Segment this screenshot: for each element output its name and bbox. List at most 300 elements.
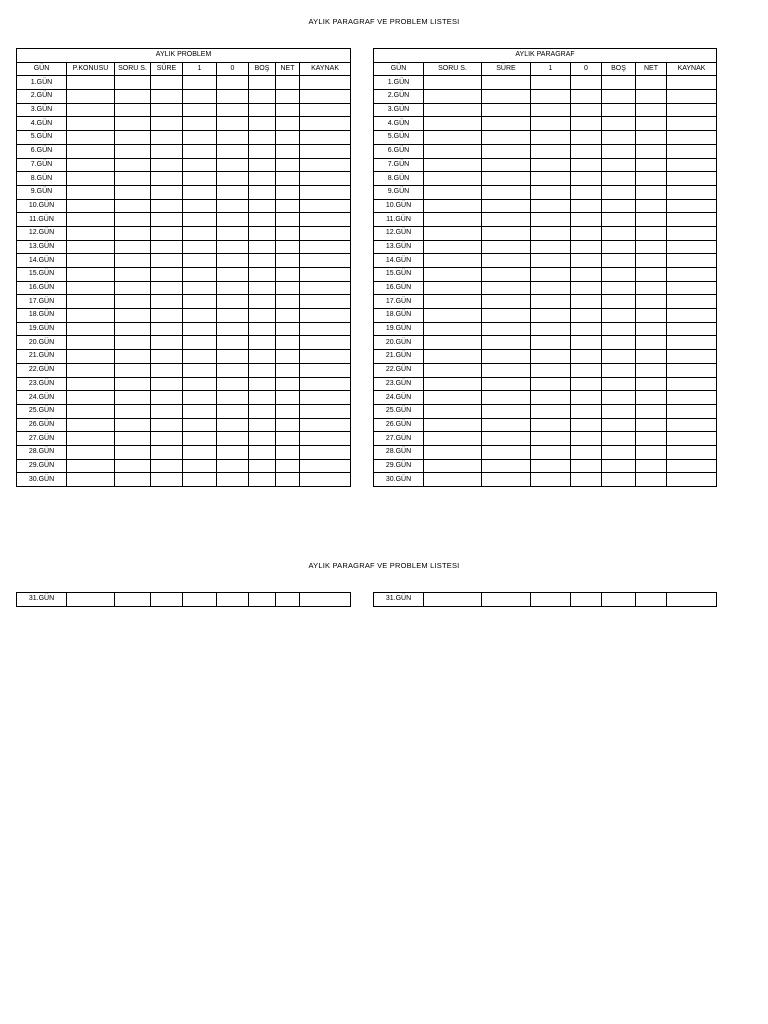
empty-cell[interactable] (300, 117, 351, 131)
empty-cell[interactable] (300, 363, 351, 377)
empty-cell[interactable] (183, 117, 217, 131)
empty-cell[interactable] (276, 144, 300, 158)
empty-cell[interactable] (183, 226, 217, 240)
empty-cell[interactable] (115, 103, 151, 117)
empty-cell[interactable] (531, 254, 571, 268)
empty-cell[interactable] (571, 459, 602, 473)
empty-cell[interactable] (636, 240, 667, 254)
empty-cell[interactable] (276, 103, 300, 117)
empty-cell[interactable] (276, 363, 300, 377)
empty-cell[interactable] (217, 295, 249, 309)
empty-cell[interactable] (482, 213, 531, 227)
empty-cell[interactable] (249, 268, 276, 282)
empty-cell[interactable] (183, 268, 217, 282)
empty-cell[interactable] (531, 432, 571, 446)
empty-cell[interactable] (424, 131, 482, 145)
empty-cell[interactable] (249, 158, 276, 172)
empty-cell[interactable] (183, 90, 217, 104)
empty-cell[interactable] (276, 295, 300, 309)
empty-cell[interactable] (183, 76, 217, 90)
empty-cell[interactable] (482, 350, 531, 364)
empty-cell[interactable] (217, 309, 249, 323)
empty-cell[interactable] (276, 459, 300, 473)
empty-cell[interactable] (115, 445, 151, 459)
empty-cell[interactable] (667, 254, 717, 268)
empty-cell[interactable] (249, 185, 276, 199)
empty-cell[interactable] (424, 377, 482, 391)
empty-cell[interactable] (115, 240, 151, 254)
empty-cell[interactable] (300, 254, 351, 268)
empty-cell[interactable] (636, 322, 667, 336)
empty-cell[interactable] (151, 350, 183, 364)
empty-cell[interactable] (276, 404, 300, 418)
empty-cell[interactable] (249, 254, 276, 268)
empty-cell[interactable] (636, 90, 667, 104)
empty-cell[interactable] (667, 336, 717, 350)
empty-cell[interactable] (151, 336, 183, 350)
empty-cell[interactable] (249, 131, 276, 145)
empty-cell[interactable] (424, 144, 482, 158)
empty-cell[interactable] (183, 473, 217, 487)
empty-cell[interactable] (571, 268, 602, 282)
empty-cell[interactable] (300, 336, 351, 350)
empty-cell[interactable] (482, 117, 531, 131)
empty-cell[interactable] (667, 309, 717, 323)
empty-cell[interactable] (482, 295, 531, 309)
empty-cell[interactable] (424, 445, 482, 459)
empty-cell[interactable] (249, 199, 276, 213)
empty-cell[interactable] (667, 240, 717, 254)
empty-cell[interactable] (151, 172, 183, 186)
empty-cell[interactable] (636, 268, 667, 282)
empty-cell[interactable] (531, 268, 571, 282)
empty-cell[interactable] (602, 117, 636, 131)
empty-cell[interactable] (67, 281, 115, 295)
empty-cell[interactable] (571, 226, 602, 240)
empty-cell[interactable] (67, 213, 115, 227)
empty-cell[interactable] (482, 268, 531, 282)
empty-cell[interactable] (667, 418, 717, 432)
empty-cell[interactable] (67, 103, 115, 117)
empty-cell[interactable] (667, 459, 717, 473)
empty-cell[interactable] (300, 199, 351, 213)
empty-cell[interactable] (300, 432, 351, 446)
empty-cell[interactable] (183, 336, 217, 350)
empty-cell[interactable] (571, 432, 602, 446)
empty-cell[interactable] (667, 377, 717, 391)
empty-cell[interactable] (115, 295, 151, 309)
empty-cell[interactable] (300, 418, 351, 432)
empty-cell[interactable] (151, 103, 183, 117)
empty-cell[interactable] (531, 593, 571, 607)
empty-cell[interactable] (276, 213, 300, 227)
empty-cell[interactable] (424, 281, 482, 295)
empty-cell[interactable] (276, 322, 300, 336)
empty-cell[interactable] (67, 404, 115, 418)
empty-cell[interactable] (667, 281, 717, 295)
empty-cell[interactable] (183, 445, 217, 459)
empty-cell[interactable] (636, 281, 667, 295)
empty-cell[interactable] (115, 309, 151, 323)
empty-cell[interactable] (249, 281, 276, 295)
empty-cell[interactable] (602, 144, 636, 158)
empty-cell[interactable] (636, 309, 667, 323)
empty-cell[interactable] (276, 90, 300, 104)
empty-cell[interactable] (115, 322, 151, 336)
empty-cell[interactable] (531, 185, 571, 199)
empty-cell[interactable] (67, 363, 115, 377)
empty-cell[interactable] (115, 281, 151, 295)
empty-cell[interactable] (667, 391, 717, 405)
empty-cell[interactable] (602, 445, 636, 459)
empty-cell[interactable] (276, 418, 300, 432)
empty-cell[interactable] (571, 309, 602, 323)
empty-cell[interactable] (571, 131, 602, 145)
empty-cell[interactable] (424, 76, 482, 90)
empty-cell[interactable] (115, 226, 151, 240)
empty-cell[interactable] (531, 404, 571, 418)
empty-cell[interactable] (531, 473, 571, 487)
empty-cell[interactable] (115, 459, 151, 473)
empty-cell[interactable] (276, 254, 300, 268)
empty-cell[interactable] (276, 377, 300, 391)
empty-cell[interactable] (667, 213, 717, 227)
empty-cell[interactable] (151, 76, 183, 90)
empty-cell[interactable] (602, 213, 636, 227)
empty-cell[interactable] (424, 432, 482, 446)
empty-cell[interactable] (602, 404, 636, 418)
empty-cell[interactable] (636, 445, 667, 459)
empty-cell[interactable] (217, 445, 249, 459)
empty-cell[interactable] (249, 322, 276, 336)
empty-cell[interactable] (531, 445, 571, 459)
empty-cell[interactable] (602, 158, 636, 172)
empty-cell[interactable] (249, 459, 276, 473)
empty-cell[interactable] (571, 254, 602, 268)
empty-cell[interactable] (115, 363, 151, 377)
empty-cell[interactable] (67, 172, 115, 186)
empty-cell[interactable] (482, 432, 531, 446)
empty-cell[interactable] (482, 473, 531, 487)
empty-cell[interactable] (667, 295, 717, 309)
empty-cell[interactable] (217, 350, 249, 364)
empty-cell[interactable] (602, 377, 636, 391)
empty-cell[interactable] (571, 185, 602, 199)
empty-cell[interactable] (276, 391, 300, 405)
empty-cell[interactable] (183, 240, 217, 254)
empty-cell[interactable] (151, 158, 183, 172)
empty-cell[interactable] (667, 404, 717, 418)
empty-cell[interactable] (300, 144, 351, 158)
empty-cell[interactable] (276, 117, 300, 131)
empty-cell[interactable] (571, 158, 602, 172)
empty-cell[interactable] (183, 199, 217, 213)
empty-cell[interactable] (276, 593, 300, 607)
empty-cell[interactable] (571, 391, 602, 405)
empty-cell[interactable] (217, 268, 249, 282)
empty-cell[interactable] (67, 418, 115, 432)
empty-cell[interactable] (249, 226, 276, 240)
empty-cell[interactable] (183, 432, 217, 446)
empty-cell[interactable] (151, 144, 183, 158)
empty-cell[interactable] (183, 404, 217, 418)
empty-cell[interactable] (602, 90, 636, 104)
empty-cell[interactable] (67, 295, 115, 309)
empty-cell[interactable] (115, 76, 151, 90)
empty-cell[interactable] (151, 404, 183, 418)
empty-cell[interactable] (249, 336, 276, 350)
empty-cell[interactable] (602, 322, 636, 336)
empty-cell[interactable] (249, 350, 276, 364)
empty-cell[interactable] (115, 336, 151, 350)
empty-cell[interactable] (571, 336, 602, 350)
empty-cell[interactable] (667, 185, 717, 199)
empty-cell[interactable] (667, 322, 717, 336)
empty-cell[interactable] (424, 117, 482, 131)
empty-cell[interactable] (636, 226, 667, 240)
empty-cell[interactable] (482, 90, 531, 104)
empty-cell[interactable] (151, 459, 183, 473)
empty-cell[interactable] (667, 158, 717, 172)
empty-cell[interactable] (300, 172, 351, 186)
empty-cell[interactable] (217, 172, 249, 186)
empty-cell[interactable] (667, 172, 717, 186)
empty-cell[interactable] (667, 350, 717, 364)
empty-cell[interactable] (67, 377, 115, 391)
empty-cell[interactable] (151, 199, 183, 213)
empty-cell[interactable] (531, 158, 571, 172)
empty-cell[interactable] (482, 336, 531, 350)
empty-cell[interactable] (636, 336, 667, 350)
empty-cell[interactable] (151, 240, 183, 254)
empty-cell[interactable] (183, 295, 217, 309)
empty-cell[interactable] (482, 404, 531, 418)
empty-cell[interactable] (482, 103, 531, 117)
empty-cell[interactable] (636, 172, 667, 186)
empty-cell[interactable] (636, 199, 667, 213)
empty-cell[interactable] (300, 309, 351, 323)
empty-cell[interactable] (602, 593, 636, 607)
empty-cell[interactable] (276, 131, 300, 145)
empty-cell[interactable] (249, 117, 276, 131)
empty-cell[interactable] (667, 226, 717, 240)
empty-cell[interactable] (276, 336, 300, 350)
empty-cell[interactable] (602, 185, 636, 199)
empty-cell[interactable] (636, 117, 667, 131)
empty-cell[interactable] (300, 322, 351, 336)
empty-cell[interactable] (115, 199, 151, 213)
empty-cell[interactable] (217, 363, 249, 377)
empty-cell[interactable] (602, 309, 636, 323)
empty-cell[interactable] (151, 226, 183, 240)
empty-cell[interactable] (636, 295, 667, 309)
empty-cell[interactable] (602, 391, 636, 405)
empty-cell[interactable] (300, 76, 351, 90)
empty-cell[interactable] (602, 363, 636, 377)
empty-cell[interactable] (151, 445, 183, 459)
empty-cell[interactable] (249, 377, 276, 391)
empty-cell[interactable] (151, 377, 183, 391)
empty-cell[interactable] (531, 418, 571, 432)
empty-cell[interactable] (636, 363, 667, 377)
empty-cell[interactable] (667, 268, 717, 282)
empty-cell[interactable] (300, 226, 351, 240)
empty-cell[interactable] (482, 131, 531, 145)
empty-cell[interactable] (424, 295, 482, 309)
empty-cell[interactable] (151, 418, 183, 432)
empty-cell[interactable] (482, 144, 531, 158)
empty-cell[interactable] (667, 103, 717, 117)
empty-cell[interactable] (151, 254, 183, 268)
empty-cell[interactable] (276, 226, 300, 240)
empty-cell[interactable] (276, 158, 300, 172)
empty-cell[interactable] (249, 445, 276, 459)
empty-cell[interactable] (276, 281, 300, 295)
empty-cell[interactable] (151, 593, 183, 607)
empty-cell[interactable] (183, 309, 217, 323)
empty-cell[interactable] (183, 391, 217, 405)
empty-cell[interactable] (151, 90, 183, 104)
empty-cell[interactable] (424, 404, 482, 418)
empty-cell[interactable] (115, 473, 151, 487)
empty-cell[interactable] (531, 309, 571, 323)
empty-cell[interactable] (183, 593, 217, 607)
empty-cell[interactable] (67, 199, 115, 213)
empty-cell[interactable] (217, 144, 249, 158)
empty-cell[interactable] (531, 199, 571, 213)
empty-cell[interactable] (67, 309, 115, 323)
empty-cell[interactable] (183, 158, 217, 172)
empty-cell[interactable] (571, 103, 602, 117)
empty-cell[interactable] (482, 172, 531, 186)
empty-cell[interactable] (482, 254, 531, 268)
empty-cell[interactable] (636, 213, 667, 227)
empty-cell[interactable] (531, 295, 571, 309)
empty-cell[interactable] (67, 593, 115, 607)
empty-cell[interactable] (636, 131, 667, 145)
empty-cell[interactable] (300, 158, 351, 172)
empty-cell[interactable] (424, 473, 482, 487)
empty-cell[interactable] (571, 350, 602, 364)
empty-cell[interactable] (300, 103, 351, 117)
empty-cell[interactable] (571, 404, 602, 418)
empty-cell[interactable] (67, 336, 115, 350)
empty-cell[interactable] (67, 117, 115, 131)
empty-cell[interactable] (183, 213, 217, 227)
empty-cell[interactable] (67, 473, 115, 487)
empty-cell[interactable] (183, 172, 217, 186)
empty-cell[interactable] (636, 103, 667, 117)
empty-cell[interactable] (531, 131, 571, 145)
empty-cell[interactable] (300, 268, 351, 282)
empty-cell[interactable] (217, 391, 249, 405)
empty-cell[interactable] (151, 473, 183, 487)
empty-cell[interactable] (667, 363, 717, 377)
empty-cell[interactable] (636, 144, 667, 158)
empty-cell[interactable] (571, 199, 602, 213)
empty-cell[interactable] (183, 254, 217, 268)
empty-cell[interactable] (424, 268, 482, 282)
empty-cell[interactable] (67, 90, 115, 104)
empty-cell[interactable] (531, 76, 571, 90)
empty-cell[interactable] (217, 254, 249, 268)
empty-cell[interactable] (531, 363, 571, 377)
empty-cell[interactable] (151, 391, 183, 405)
empty-cell[interactable] (424, 185, 482, 199)
empty-cell[interactable] (602, 459, 636, 473)
empty-cell[interactable] (667, 432, 717, 446)
empty-cell[interactable] (67, 131, 115, 145)
empty-cell[interactable] (602, 76, 636, 90)
empty-cell[interactable] (602, 199, 636, 213)
empty-cell[interactable] (276, 473, 300, 487)
empty-cell[interactable] (571, 172, 602, 186)
empty-cell[interactable] (482, 185, 531, 199)
empty-cell[interactable] (115, 158, 151, 172)
empty-cell[interactable] (571, 445, 602, 459)
empty-cell[interactable] (636, 593, 667, 607)
empty-cell[interactable] (217, 185, 249, 199)
empty-cell[interactable] (115, 90, 151, 104)
empty-cell[interactable] (217, 459, 249, 473)
empty-cell[interactable] (115, 268, 151, 282)
empty-cell[interactable] (531, 90, 571, 104)
empty-cell[interactable] (602, 281, 636, 295)
empty-cell[interactable] (115, 432, 151, 446)
empty-cell[interactable] (300, 185, 351, 199)
empty-cell[interactable] (249, 144, 276, 158)
empty-cell[interactable] (217, 322, 249, 336)
empty-cell[interactable] (571, 117, 602, 131)
empty-cell[interactable] (571, 281, 602, 295)
empty-cell[interactable] (249, 295, 276, 309)
empty-cell[interactable] (276, 240, 300, 254)
empty-cell[interactable] (571, 363, 602, 377)
empty-cell[interactable] (424, 336, 482, 350)
empty-cell[interactable] (300, 295, 351, 309)
empty-cell[interactable] (571, 144, 602, 158)
empty-cell[interactable] (115, 131, 151, 145)
empty-cell[interactable] (636, 76, 667, 90)
empty-cell[interactable] (151, 309, 183, 323)
empty-cell[interactable] (249, 432, 276, 446)
empty-cell[interactable] (217, 240, 249, 254)
empty-cell[interactable] (151, 185, 183, 199)
empty-cell[interactable] (217, 213, 249, 227)
empty-cell[interactable] (217, 432, 249, 446)
empty-cell[interactable] (667, 144, 717, 158)
empty-cell[interactable] (115, 377, 151, 391)
empty-cell[interactable] (249, 309, 276, 323)
empty-cell[interactable] (67, 459, 115, 473)
empty-cell[interactable] (151, 432, 183, 446)
empty-cell[interactable] (424, 254, 482, 268)
empty-cell[interactable] (531, 336, 571, 350)
empty-cell[interactable] (571, 240, 602, 254)
empty-cell[interactable] (115, 254, 151, 268)
empty-cell[interactable] (183, 363, 217, 377)
empty-cell[interactable] (571, 377, 602, 391)
empty-cell[interactable] (667, 90, 717, 104)
empty-cell[interactable] (531, 281, 571, 295)
empty-cell[interactable] (151, 295, 183, 309)
empty-cell[interactable] (183, 350, 217, 364)
empty-cell[interactable] (424, 350, 482, 364)
empty-cell[interactable] (482, 363, 531, 377)
empty-cell[interactable] (183, 418, 217, 432)
empty-cell[interactable] (67, 432, 115, 446)
empty-cell[interactable] (276, 185, 300, 199)
